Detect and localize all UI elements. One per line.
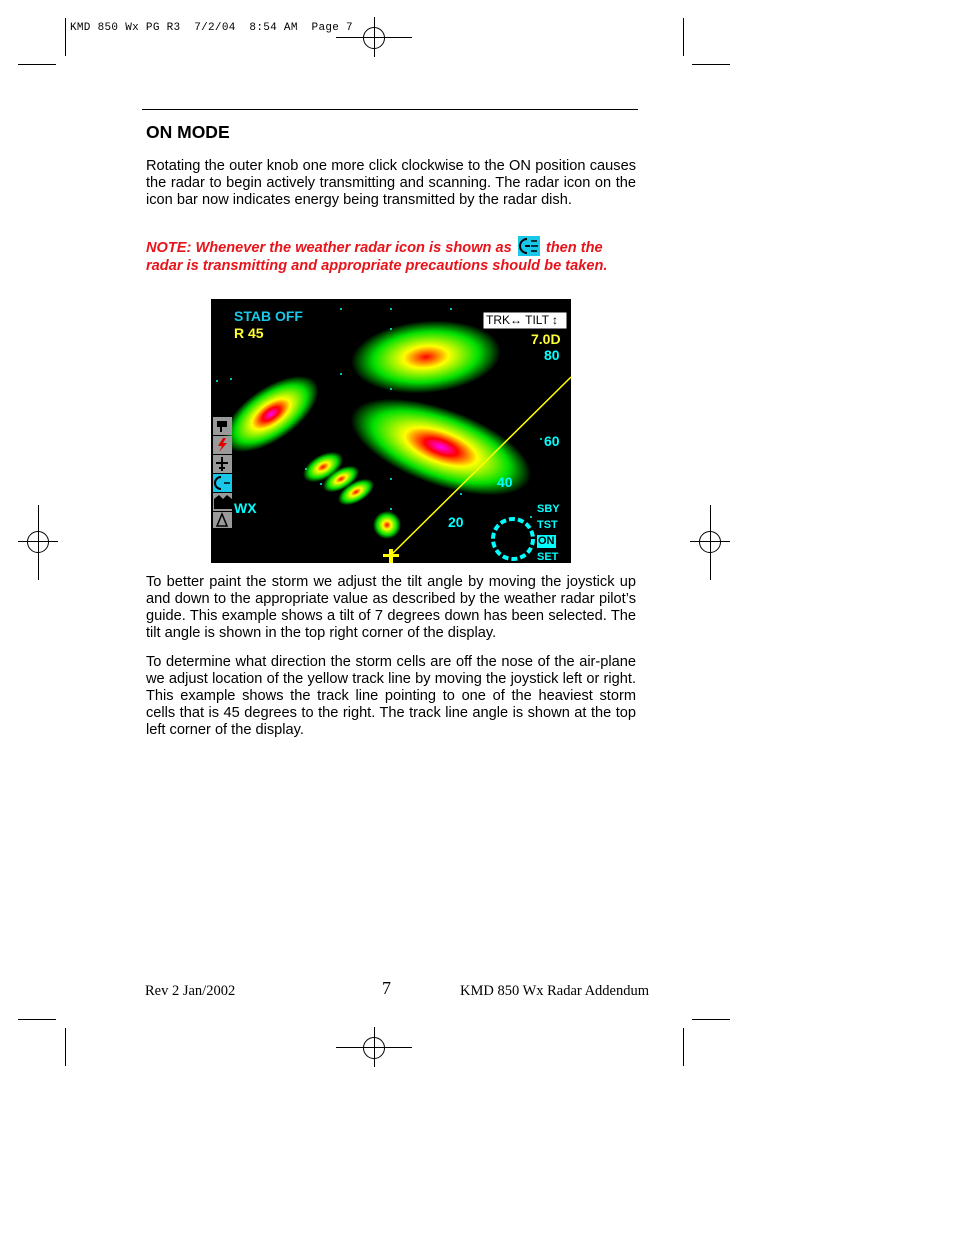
menu-item-set: SET xyxy=(537,551,559,563)
range-label-40: 40 xyxy=(497,474,513,490)
icon-bar xyxy=(213,417,232,528)
stab-label: STAB OFF xyxy=(234,308,303,324)
registration-mark-line xyxy=(18,541,58,542)
radar-transmit-icon xyxy=(518,236,540,256)
crop-mark xyxy=(683,18,684,56)
paragraph-2: To better paint the storm we adjust the tilt angle by moving the joystick up and down to the appropriate value as described by the weather radar pilot’s guide. This example shows a tilt of 7 degrees down has been selected. The tilt angle is shown in the top right corner of the display. xyxy=(146,574,636,641)
crop-mark xyxy=(683,1028,684,1066)
paragraph-1: Rotating the outer knob one more click clockwise to the ON position causes the radar to begin actively transmitting and scanning. The radar icon on the icon bar now indicates energy being transmitted by the radar dish. xyxy=(146,158,636,208)
page-number: 7 xyxy=(382,978,391,998)
note xyxy=(146,236,638,275)
registration-mark-line xyxy=(336,37,412,38)
registration-mark-line xyxy=(710,505,711,580)
print-slug: KMD 850 Wx PG R3 7/2/04 8:54 AM Page 7 xyxy=(70,22,353,34)
range-label-80: 80 xyxy=(544,347,560,363)
crop-mark xyxy=(18,64,56,65)
registration-mark-line xyxy=(336,1047,412,1048)
paragraph-3: To determine what direction the storm cells are off the nose of the air-plane we adjust location of the yellow track line by moving the joystick left or right. This example shows the track line pointing to one of the heaviest storm cells that is 45 degrees to the right. The track line angle is shown at the top left corner of the display. xyxy=(146,654,636,738)
note-text-2: then the radar is transmitting and appropriate precautions should be taken. xyxy=(146,240,608,274)
tilt-label: 7.0D xyxy=(531,331,561,347)
radar-display xyxy=(211,299,571,563)
registration-mark-line xyxy=(690,541,730,542)
crop-mark xyxy=(692,64,730,65)
section-title: ON MODE xyxy=(146,122,230,142)
track-angle-label: R 45 xyxy=(234,325,264,341)
range-label-20: 20 xyxy=(448,514,464,530)
mode-box-text: TRK↔ TILT ↕ xyxy=(486,313,559,327)
knob-icon xyxy=(493,519,533,559)
mode-menu xyxy=(537,501,560,565)
header-rule xyxy=(142,109,638,110)
menu-item-tst: TST xyxy=(537,519,558,531)
range-label-60: 60 xyxy=(544,433,560,449)
menu-item-on: ON xyxy=(538,535,555,547)
mode-label: WX xyxy=(234,500,257,516)
footer-revision: Rev 2 Jan/2002 xyxy=(145,983,236,999)
note-text-1: NOTE: Whenever the weather radar icon is shown as xyxy=(146,240,512,256)
footer-title: KMD 850 Wx Radar Addendum xyxy=(460,983,650,999)
crop-mark xyxy=(65,1028,66,1066)
crop-mark xyxy=(692,1019,730,1020)
crop-mark xyxy=(18,1019,56,1020)
crop-mark xyxy=(65,18,66,56)
aircraft-icon xyxy=(383,549,399,563)
registration-mark-line xyxy=(38,505,39,580)
menu-item-sby: SBY xyxy=(537,503,560,515)
